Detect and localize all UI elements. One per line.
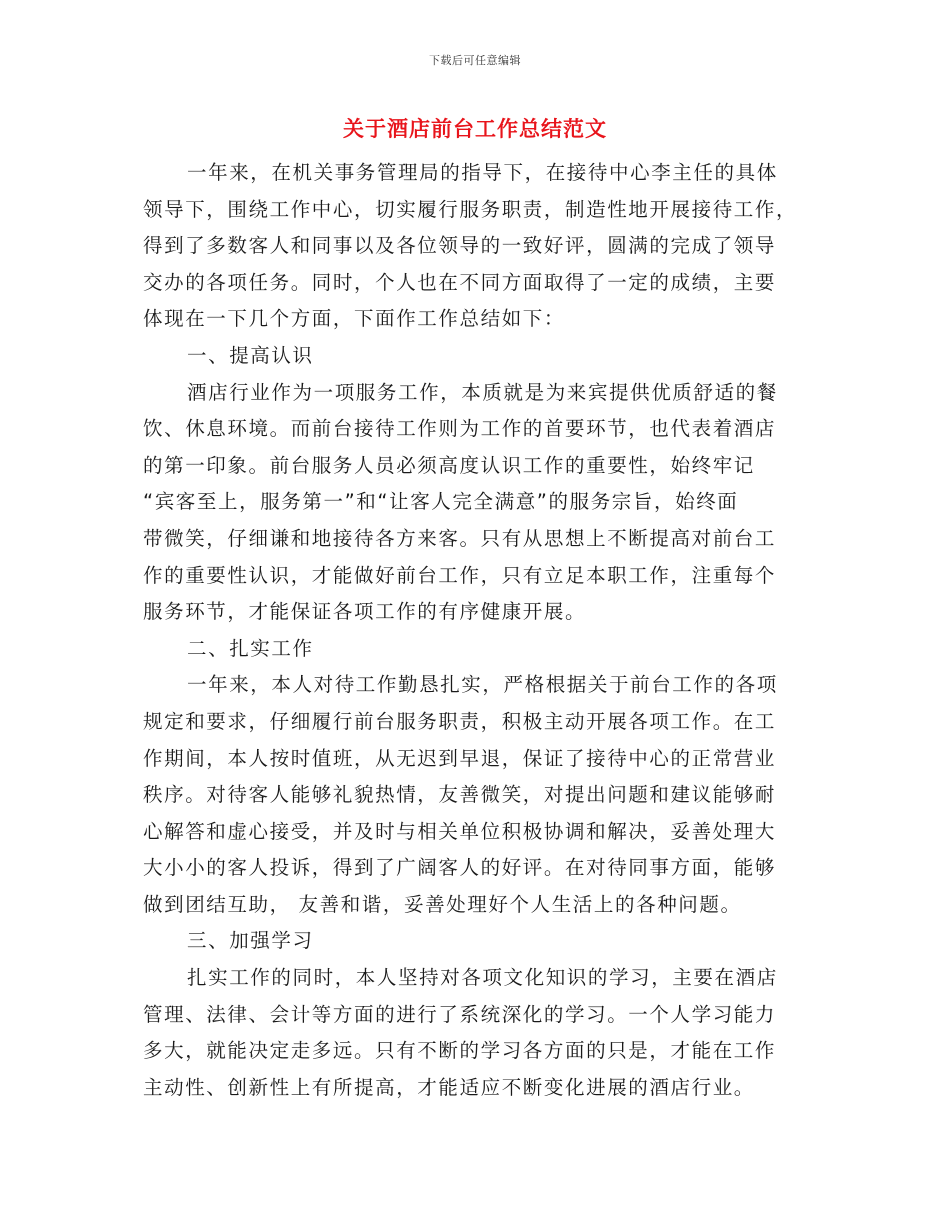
text-line: 酒店行业作为一项服务工作，本质就是为来宾提供优质舒适的餐 — [187, 380, 778, 404]
text-line: 管理、法律、会计等方面的进行了系统深化的学习。一个人学习能力 — [143, 1002, 777, 1026]
text-line: 作的重要性认识，才能做好前台工作，只有立足本职工作，注重每个 — [143, 563, 777, 587]
text-line: 带微笑，仔细谦和地接待各方来客。只有从思想上不断提高对前台工 — [143, 526, 777, 550]
text-line: 心解答和虚心接受，并及时与相关单位积极协调和解决，妥善处理大 — [143, 819, 777, 843]
text-line: 一、提高认识 — [187, 343, 314, 367]
text-line: 一年来，在机关事务管理局的指导下，在接待中心李主任的具体 — [187, 161, 778, 184]
text-line: 大小小的客人投诉，得到了广阔客人的好评。在对待同事方面，能够 — [143, 856, 777, 880]
text-line: 得到了多数客人和同事以及各位领导的一致好评，圆满的完成了领导 — [143, 234, 777, 258]
text-line: 扎实工作的同时，本人坚持对各项文化知识的学习，主要在酒店 — [187, 966, 778, 990]
document-title: 关于酒店前台工作总结范文 — [343, 117, 607, 141]
text-line: 三、加强学习 — [187, 929, 314, 953]
header-note: 下载后可任意编辑 — [429, 54, 521, 67]
document-body — [143, 155, 803, 1106]
text-line: 饮、休息环境。而前台接待工作则为工作的首要环节，也代表着酒店 — [143, 417, 777, 441]
text-line: 一年来，本人对待工作勤恳扎实，严格根据关于前台工作的各项 — [187, 673, 778, 697]
text-line: 多大，就能决定走多远。只有不断的学习各方面的只是，才能在工作 — [143, 1039, 777, 1063]
text-line: 二、扎实工作 — [187, 636, 314, 660]
text-line: 主动性、创新性上有所提高，才能适应不断变化进展的酒店行业。 — [143, 1075, 755, 1099]
text-line: 做到团结互助， 友善和谐，妥善处理好个人生活上的各种问题。 — [143, 892, 742, 916]
text-line: “宾客至上，服务第一”和“让客人完全满意”的服务宗旨，始终面 — [143, 490, 739, 514]
text-line: 体现在一下几个方面，下面作工作总结如下： — [143, 307, 566, 331]
text-line: 领导下，围绕工作中心，切实履行服务职责，制造性地开展接待工作， — [143, 197, 798, 221]
text-line: 的第一印象。前台服务人员必须高度认识工作的重要性，始终牢记 — [143, 453, 755, 477]
text-line: 秩序。对待客人能够礼貌热情，友善微笑，对提出问题和建议能够耐 — [143, 783, 777, 807]
text-line: 规定和要求，仔细履行前台服务职责，积极主动开展各项工作。在工 — [143, 709, 777, 733]
text-line: 服务环节，才能保证各项工作的有序健康开展。 — [143, 600, 587, 624]
text-line: 作期间，本人按时值班，从无迟到早退，保证了接待中心的正常营业 — [143, 746, 777, 770]
text-line: 交办的各项任务。同时，个人也在不同方面取得了一定的成绩，主要 — [143, 270, 777, 294]
